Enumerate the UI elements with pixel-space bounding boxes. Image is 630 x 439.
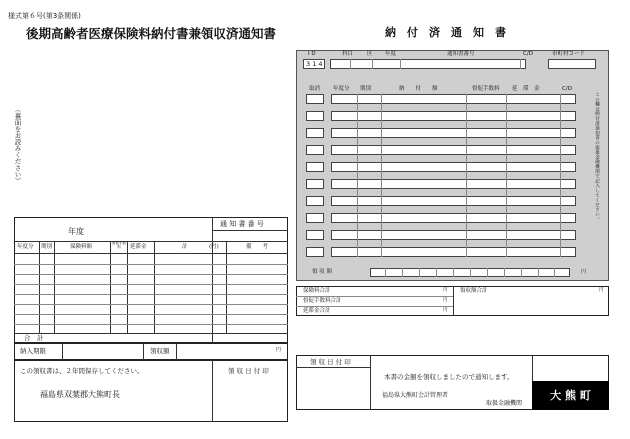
deadline-label: 納入期限 [20,347,46,355]
cancel-box[interactable] [306,179,324,189]
col-total: 計 [182,244,188,250]
payment-row[interactable] [331,179,576,189]
cancel-box[interactable] [306,247,324,257]
received-total-label: 領 収 額 [312,269,332,275]
cancel-box[interactable] [306,196,324,206]
cancel-box[interactable] [306,213,324,223]
cancel-box[interactable] [306,94,324,104]
premium-total-yen: 円 [443,288,448,293]
payment-row[interactable] [331,230,576,240]
premium-total-label: 保険料合計 [303,288,331,294]
treasurer: 福島県大熊町会計管理者 [382,392,449,399]
account-field[interactable] [330,59,526,69]
received-sum-label: 領収額合計 [460,288,488,294]
col-fee: 督促手数料 [112,241,126,249]
left-side-note: （裏面をお読みください） [13,106,22,184]
city-code-field[interactable] [548,59,596,69]
bank-label: 取扱金融機関 [486,400,523,407]
payment-row[interactable] [331,196,576,206]
cancel-box[interactable] [306,145,324,155]
received-yen: 円 [276,347,282,353]
payment-row[interactable] [331,111,576,121]
col-yen: (円) [209,244,219,250]
payment-row[interactable] [331,128,576,138]
col-late: 延滞金 [130,244,147,250]
city-code-label: 市町村コード [552,51,586,57]
fee-total-label: 督促手数料合計 [303,298,342,304]
cancel-box[interactable] [306,162,324,172]
receipt-notice-no-label: 通 知 書 番 号 [220,220,264,228]
late-total-label: 延滞金合計 [303,308,331,314]
year-label: 年度 [385,51,397,57]
col-fee-r: 督促手数料 [472,86,500,92]
payment-row[interactable] [331,94,576,104]
id-value: 3 1 4 [306,60,323,68]
payment-row[interactable] [331,145,576,155]
col-amount: 納 付 額 [399,86,438,92]
left-title: 後期高齢者医療保険料納付書兼領収済通知書 [26,26,277,41]
received-label: 領収額 [150,347,170,355]
received-sum-yen: 円 [599,288,604,293]
notify-text: 本書の金額を領収しましたので通知します。 [384,373,514,381]
col-term-r: 期別 [360,86,372,92]
col-year-r: 年度分 [333,86,350,92]
col-cd-r: C/D [562,86,572,92]
keep-note: この領収書は、２年間保存してください。 [20,367,144,375]
cancel-box[interactable] [306,111,324,121]
payment-row[interactable] [331,247,576,257]
col-premium: 保険料額 [70,244,93,250]
receipt-total-label: 合 計 [24,334,44,342]
notice-no-label: 通知書番号 [447,51,475,57]
received-total-yen: 円 [581,269,587,275]
account-label: 科目 [342,51,354,57]
right-title: 納 付 済 通 知 書 [385,26,506,39]
right-stamp-label: 領 収 日 付 印 [310,358,351,366]
payment-row[interactable] [331,213,576,223]
col-cancel: 取消 [309,86,321,92]
col-term: 期別 [41,244,53,250]
cancel-box[interactable] [306,128,324,138]
form-number: 様式第６号(第3条関係) [8,12,81,20]
late-total-yen: 円 [443,308,448,313]
left-issuer: 福島県双葉郡大熊町長 [40,390,120,399]
receipt-year-label: 年度 [68,227,84,236]
col-late-r: 延 滞 金 [512,86,540,92]
payment-row[interactable] [331,162,576,172]
col-note: 備 考 [246,244,269,250]
division-label: 区 [367,51,373,57]
id-label: I D [308,51,316,57]
col-year: 年度分 [17,244,34,250]
cd-label: C/D [523,51,533,57]
bank-side-note: この欄は納付済通知書の取扱金融機関で記入してください。 [594,92,600,222]
left-stamp-label: 領 収 日 付 印 [228,367,269,375]
cancel-box[interactable] [306,230,324,240]
town-name: 大 熊 町 [550,389,591,402]
fee-total-yen: 円 [443,298,448,303]
